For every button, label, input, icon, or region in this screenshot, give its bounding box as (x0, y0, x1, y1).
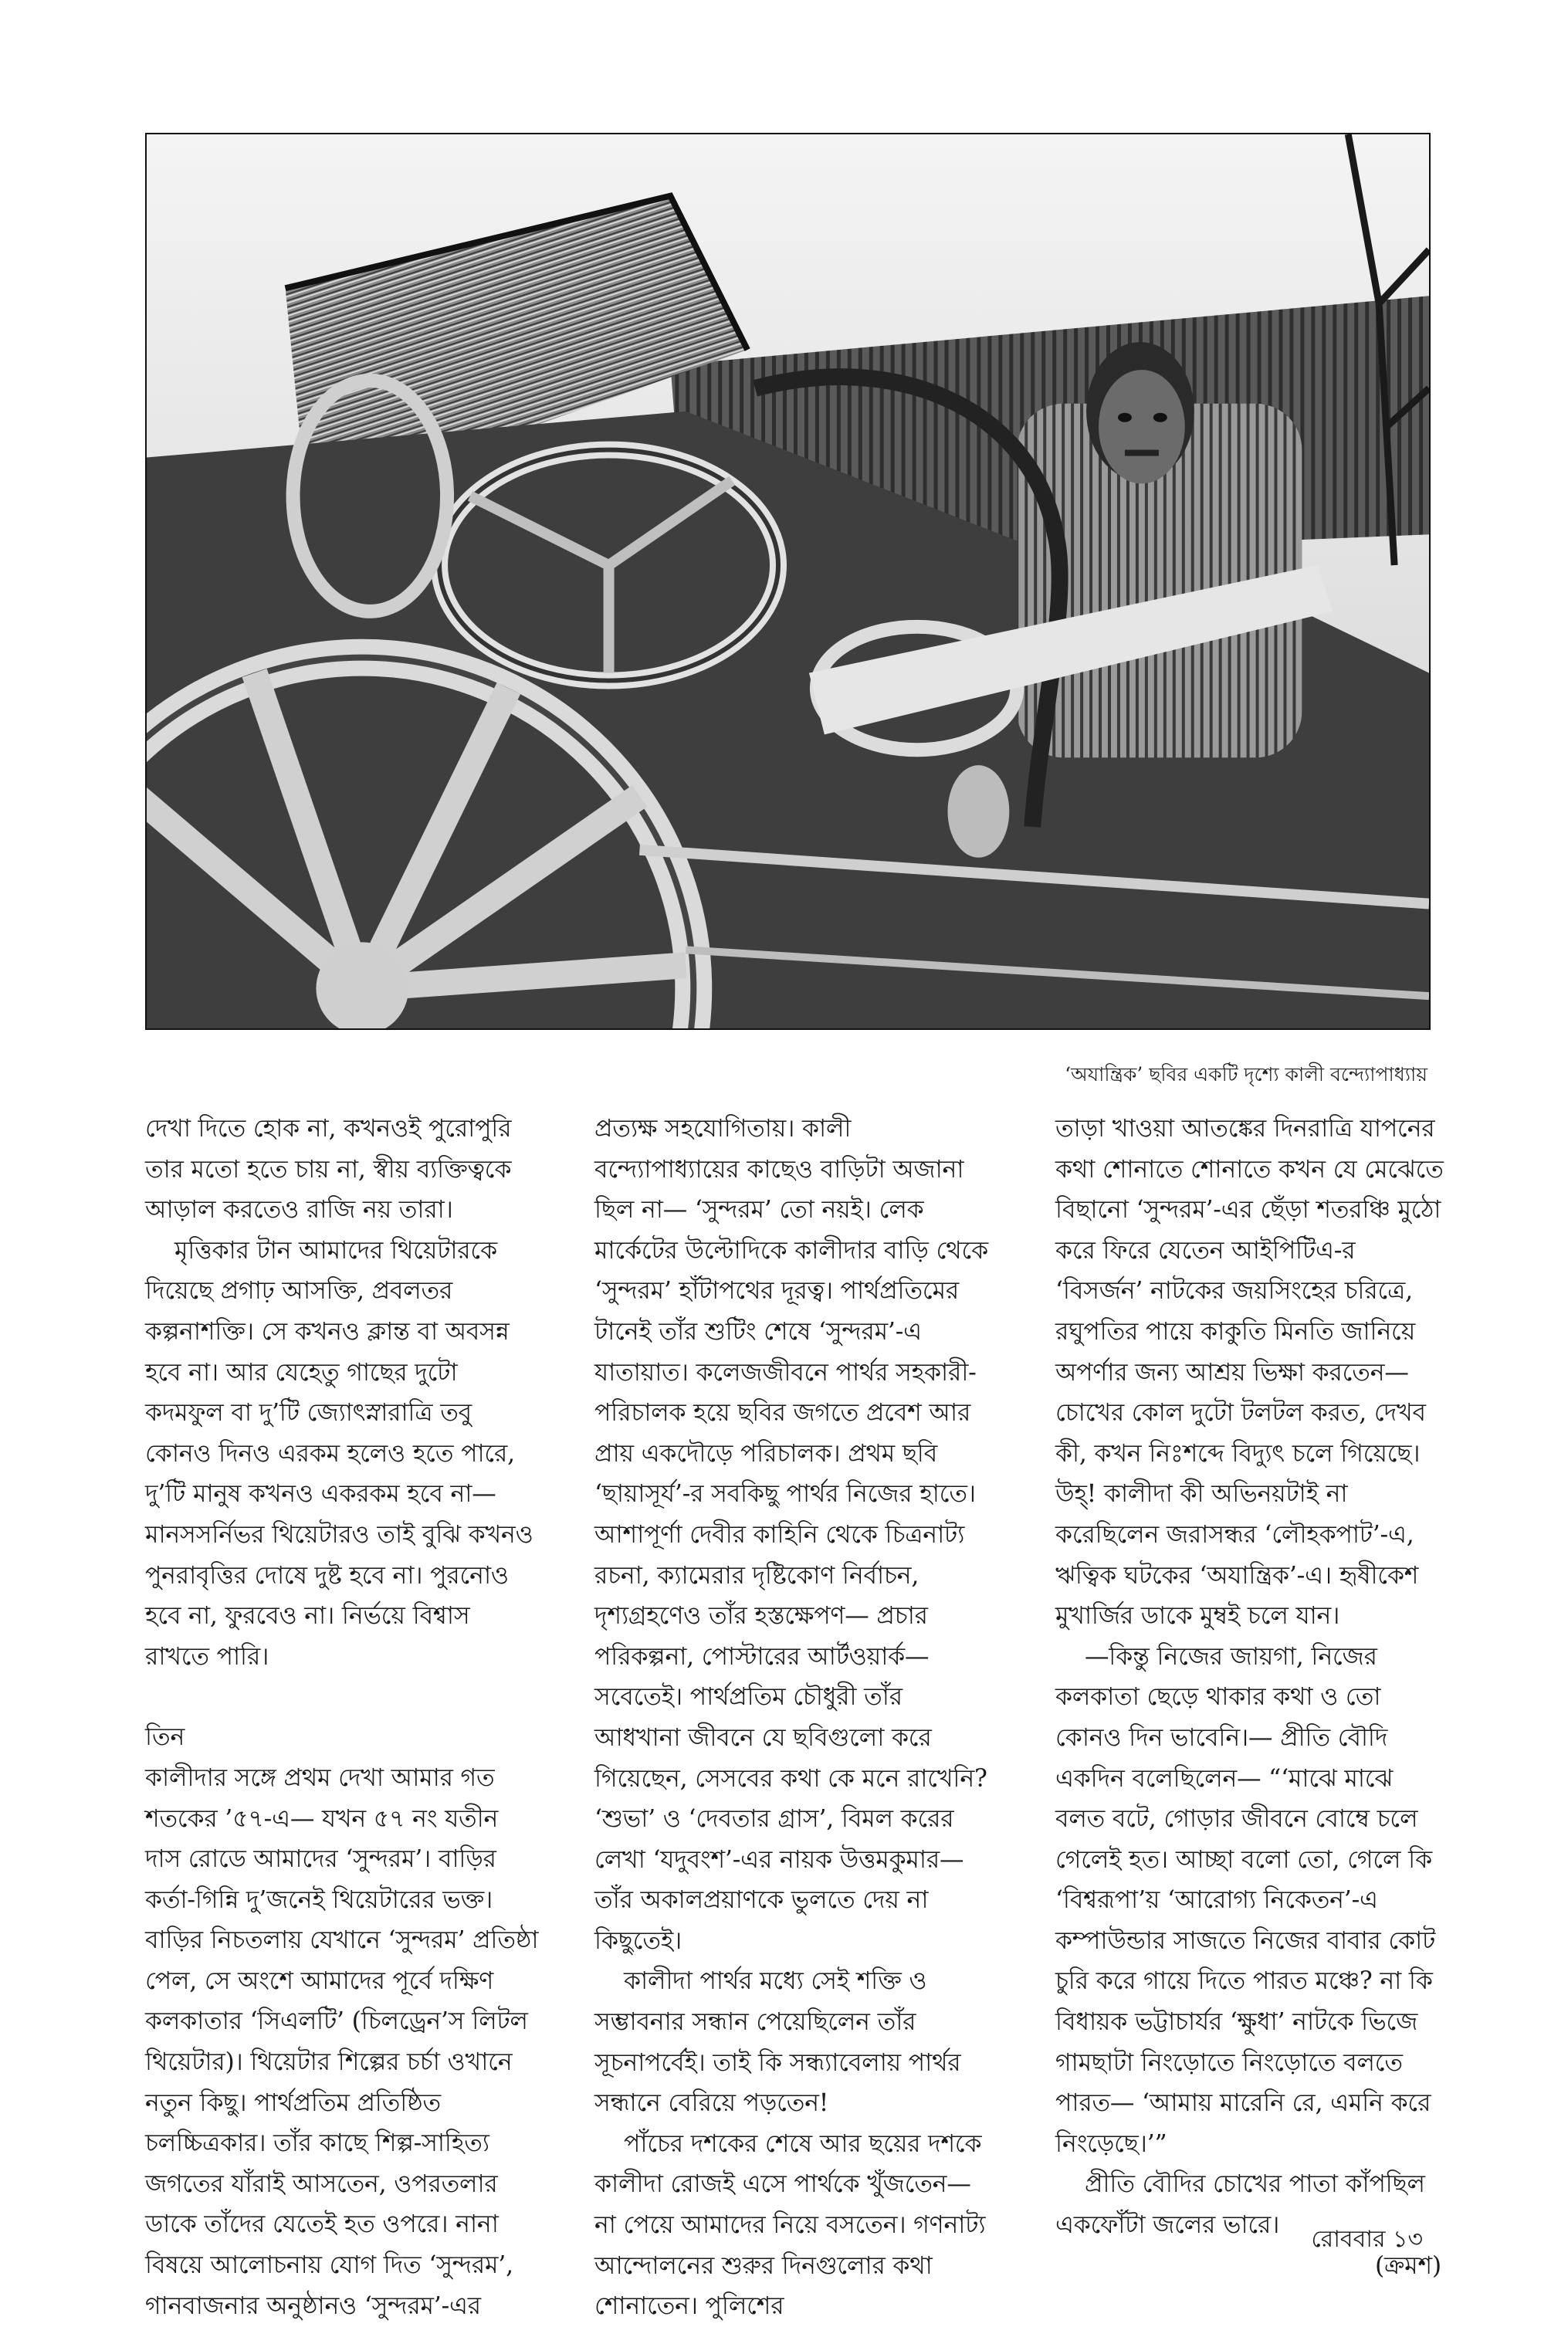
paragraph: পাঁচের দশকের শেষে আর ছয়ের দশকে কালীদা রোজই এসে পার্থকে খুঁজতেন— না পেয়ে আমাদের নিয়ে বসতেন। গণনাট্য আন্দোলনের শুরুর দিনগুলোর কথা শোনাতেন। পুলিশের (594, 2129, 986, 2321)
photo-illustration (147, 134, 1429, 1028)
continued-marker: (ক্রমশ) (1374, 2251, 1441, 2280)
section-heading: তিন (145, 1723, 185, 1752)
paragraph: প্রত্যক্ষ সহযোগিতায়। কালী বন্দ্যোপাধ্যায়ের কাছেও বাড়িটা অজানা ছিল না— ‘সুন্দরম’ তো নয়ই। লেক মার্কেটের উল্টোদিকে কালীদার বাড়ি থেকে ‘সুন্দরম’ হাঁটাপথের দূরত্ব। পার্থপ্রতিমের টানেই তাঁর শুটিং শেষে ‘সুন্দরম’-এ যাতায়াত। কলেজজীবনে পার্থর সহকারী-পরিচালক হয়ে ছবির জগতে প্রবেশ আর প্রায় একদৌড়ে পরিচালক। প্রথম ছবি ‘ছায়াসূর্য’-র সবকিছু পার্থর নিজের হাতে। আশাপূর্ণা দেবীর কাহিনি থেকে চিত্রনাট্য রচনা, ক্যামেরার দৃষ্টিকোণ নির্বাচন, দৃশ্যগ্রহণেও তাঁর হস্তক্ষেপণ— প্রচার পরিকল্পনা, পোস্টারের আর্টওয়ার্ক— সবেতেই। পার্থপ্রতিম চৌধুরী তাঁর আধখানা জীবনে যে ছবিগুলো করে গিয়েছেন, সেসবের কথা কে মনে রাখেনি? ‘শুভা’ ও ‘দেবতার গ্রাস’, বিমল করের লেখা ‘যদুবংশ’-এর নায়ক উত্তমকুমার— তাঁর অকালপ্রয়াণকে ভুলতে দেয় না কিছুতেই। (594, 1115, 988, 1955)
paragraph: মৃত্তিকার টান আমাদের থিয়েটারকে দিয়েছে প্রগাঢ় আসক্তি, প্রবলতর কল্পনাশক্তি। সে কখনও ক্লান্ত বা অবসন্ন হবে না। আর যেহেতু গাছের দুটো কদমফুল বা দু’টি জ্যোৎস্নারাত্রি তবু কোনও দিনও এরকম হলেও হতে পারে, দু’টি মানুষ কখনও একরকম হবে না— মানসসর্নিভর থিয়েটারও তাই বুঝি কখনও পুনরাবৃত্তির দোষে দুষ্ট হবে না। পুরনোও হবে না, ফুরবেও না। নির্ভয়ে বিশ্বাস রাখতে পারি। (145, 1236, 533, 1671)
article-column-2 (594, 1109, 988, 2327)
paragraph: তাড়া খাওয়া আতঙ্কের দিনরাত্রি যাপনের কথা শোনাতে শোনাতে কখন যে মেঝেতে বিছানো ‘সুন্দরম’-এর ছেঁড়া শতরঞ্চি মুঠো করে ফিরে যেতেন আইপিটিএ-র ‘বিসর্জন’ নাটকের জয়সিংহের চরিত্রে, রঘুপতির পায়ে কাকুতি মিনতি জানিয়ে অপর্ণার জন্য আশ্রয় ভিক্ষা করতেন— চোখের কোল দুটো টলটল করত, দেখব কী, কখন নিঃশব্দে বিদ্যুৎ চলে গিয়েছে। উহ্‌! কালীদা কী অভিনয়টাই না করেছিলেন জরাসন্ধর ‘লৌহকপাট’-এ, ঋত্বিক ঘটকের ‘অযান্ত্রিক’-এ। হৃষীকেশ মুখার্জির ডাকে মুম্বই চলে যান। (1055, 1115, 1444, 1631)
article-column-1 (145, 1109, 539, 2326)
article-column-3 (1055, 1109, 1449, 2286)
paragraph: —কিন্তু নিজের জায়গা, নিজের কলকাতা ছেড়ে থাকার কথা ও তো কোনও দিন ভাবেনি।— প্রীতি বৌদি একদিন বলেছিলেন— “‘মাঝে মাঝে বলত বটে, গোড়ার জীবনে বোম্বে চলে গেলেই হত। আচ্ছা বলো তো, গেলে কি ‘বিশ্বরূপা’য় ‘আরোগ্য নিকেতন’-এ কম্পাউন্ডার সাজতে নিজের বাবার কোট চুরি করে গায়ে দিতে পারত মঞ্চে? না কি বিধায়ক ভট্টাচার্যর ‘ক্ষুধা’ নাটকে ভিজে গামছাটা নিংড়োতে নিংড়োতে বলতে পারত— ‘আমায় মারেনি রে, এমনি করে নিংড়েছে।’” (1055, 1642, 1436, 2158)
paragraph: প্রীতি বৌদির চোখের পাতা কাঁপছিল একফোঁটা জলের ভারে। (1055, 2170, 1425, 2240)
paragraph: কালীদার সঙ্গে প্রথম দেখা আমার গত শতকের ’৫৭-এ— যখন ৫৭ নং যতীন দাস রোডে আমাদের ‘সুন্দরম’। বাড়ির কর্তা-গিন্নি দু’জনেই থিয়েটারের ভক্ত। বাড়ির নিচতলায় যেখানে ‘সুন্দরম’ প্রতিষ্ঠা পেল, সে অংশে আমাদের পূর্বে দক্ষিণ কলকাতার ‘সিএলটি’ (চিলড্রেন’স লিটল থিয়েটার)। থিয়েটার শিল্পের চর্চা ওখানে নতুন কিছু। পার্থপ্রতিম প্রতিষ্ঠিত চলচ্চিত্রকার। তাঁর কাছে শিল্প-সাহিত্য জগতের যাঁরাই আসতেন, ওপরতলার ডাকে তাঁদের যেতেই হত ওপরে। নানা বিষয়ে আলোচনায় যোগ দিত ‘সুন্দরম’, গানবাজনার অনুষ্ঠানও ‘সুন্দরম’-এর (145, 1763, 539, 2320)
section-spacer (145, 1677, 539, 1717)
paragraph: কালীদা পার্থর মধ্যে সেই শক্তি ও সম্ভাবনার সন্ধান পেয়েছিলেন তাঁর সূচনাপর্বেই। তাই কি সন্ধ্যাবেলায় পার্থর সন্ধানে বেরিয়ে পড়তেন! (594, 1967, 961, 2118)
photo-caption: ‘অযান্ত্রিক’ ছবির একটি দৃশ্যে কালী বন্দ্যোপাধ্যায় (1065, 1063, 1427, 1086)
film-still-photo (145, 133, 1431, 1030)
paragraph: দেখা দিতে হোক না, কখনওই পুরোপুরি তার মতো হতে চায় না, স্বীয় ব্যক্তিত্বকে আড়াল করতেও রাজি নয় তারা। (145, 1115, 512, 1224)
page-footer: রোববার ১৩ (1311, 2226, 1423, 2253)
